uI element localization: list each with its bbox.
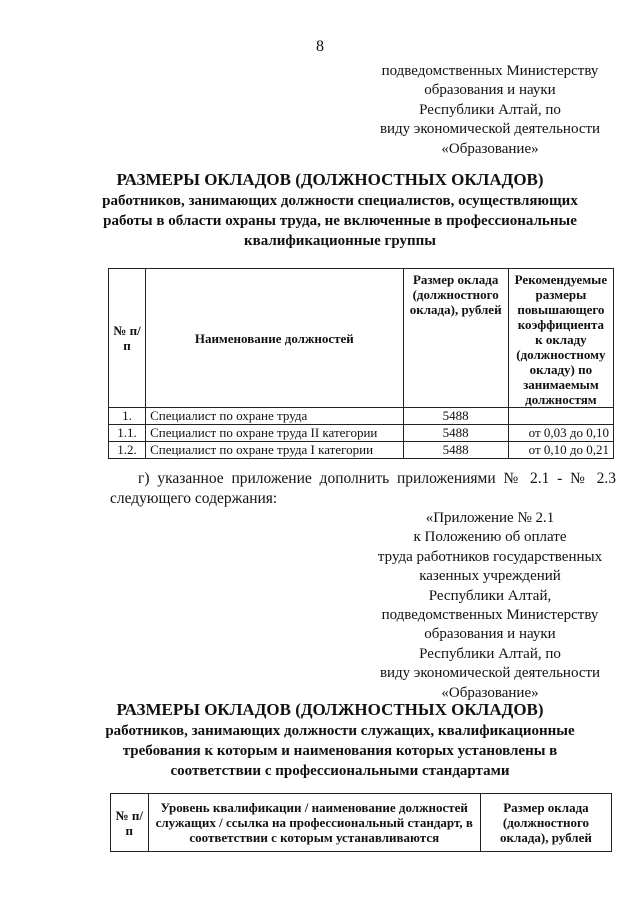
table-row [109, 442, 614, 459]
table-header-row [111, 794, 612, 852]
employee-qualifications-table [110, 793, 612, 852]
row-num: 1. [109, 408, 146, 425]
appendix-line: к Положению об оплате [413, 529, 567, 546]
page-number: 8 [316, 38, 324, 55]
row-coef [508, 408, 613, 425]
row-num: 1.1. [109, 425, 146, 442]
section1-title: РАЗМЕРЫ ОКЛАДОВ (ДОЛЖНОСТНЫХ ОКЛАДОВ) [116, 170, 544, 189]
appendix-header-block [360, 509, 620, 703]
section2-subtitle [100, 721, 580, 781]
top-right-line: Республики Алтай, по [419, 101, 561, 118]
row-salary: 5488 [403, 442, 508, 459]
subtitle-line: требования к которым и наименования которых установлены в [122, 743, 558, 759]
top-right-line: виду экономической деятельности [379, 121, 601, 138]
row-name: Специалист по охране труда II категории [146, 425, 404, 442]
appendix-line: Республики Алтай, [428, 587, 552, 604]
subtitle-line: работы в области охраны труда, не включенные в профессиональные [103, 213, 577, 229]
header-num: № п/п [109, 269, 146, 408]
section2-title: РАЗМЕРЫ ОКЛАДОВ (ДОЛЖНОСТНЫХ ОКЛАДОВ) [116, 700, 544, 719]
header-salary: Размер оклада (должностного оклада), рублей [480, 794, 611, 852]
paragraph-line: следующего содержания: [110, 490, 278, 507]
table-row [109, 425, 614, 442]
subtitle-line: соответствии с профессиональными стандартами [170, 763, 510, 779]
top-right-line: подведомственных Министерству [381, 63, 599, 79]
paragraph-line: г) указанное приложение дополнить приложениями № 2.1 - № 2.3 [138, 470, 616, 487]
top-right-block [360, 62, 620, 159]
row-coef: от 0,10 до 0,21 [508, 442, 613, 459]
header-coefficient: Рекомендуемые размеры повышающего коэффициента к окладу (должностному окладу) по занимаемым должностям [508, 269, 613, 408]
row-name: Специалист по охране труда I категории [146, 442, 404, 459]
amendment-paragraph [110, 469, 616, 509]
row-name: Специалист по охране труда [146, 408, 404, 425]
safety-specialists-table [108, 268, 614, 459]
appendix-line: казенных учреждений [419, 568, 561, 585]
top-right-line: «Образование» [441, 140, 539, 157]
row-salary: 5488 [403, 408, 508, 425]
header-num: № п/п [111, 794, 149, 852]
header-level: Уровень квалификации / наименование должностей служащих / ссылка на профессиональный стандарт, в соответствии с которым устанавливаются [148, 794, 480, 852]
row-coef: от 0,03 до 0,10 [508, 425, 613, 442]
appendix-line: образования и науки [424, 626, 556, 643]
row-num: 1.2. [109, 442, 146, 459]
header-salary: Размер оклада (должностного оклада), рублей [403, 269, 508, 408]
subtitle-line: работников, занимающих должности специалистов, осуществляющих [102, 193, 578, 209]
appendix-line: «Образование» [441, 684, 539, 701]
subtitle-line: квалификационные группы [243, 233, 436, 249]
appendix-line: подведомственных Министерству [381, 607, 599, 624]
top-right-line: образования и науки [424, 82, 556, 99]
row-salary: 5488 [403, 425, 508, 442]
appendix-line: виду экономической деятельности [379, 665, 601, 682]
appendix-line: Республики Алтай, по [419, 645, 561, 662]
table-header-row [109, 269, 614, 408]
appendix-line: «Приложение № 2.1 [425, 510, 555, 526]
section1-subtitle [100, 191, 580, 251]
subtitle-line: работников, занимающих должности служащих, квалификационные [105, 723, 575, 739]
header-name: Наименование должностей [146, 269, 404, 408]
appendix-line: труда работников государственных [377, 548, 603, 565]
table-row [109, 408, 614, 425]
